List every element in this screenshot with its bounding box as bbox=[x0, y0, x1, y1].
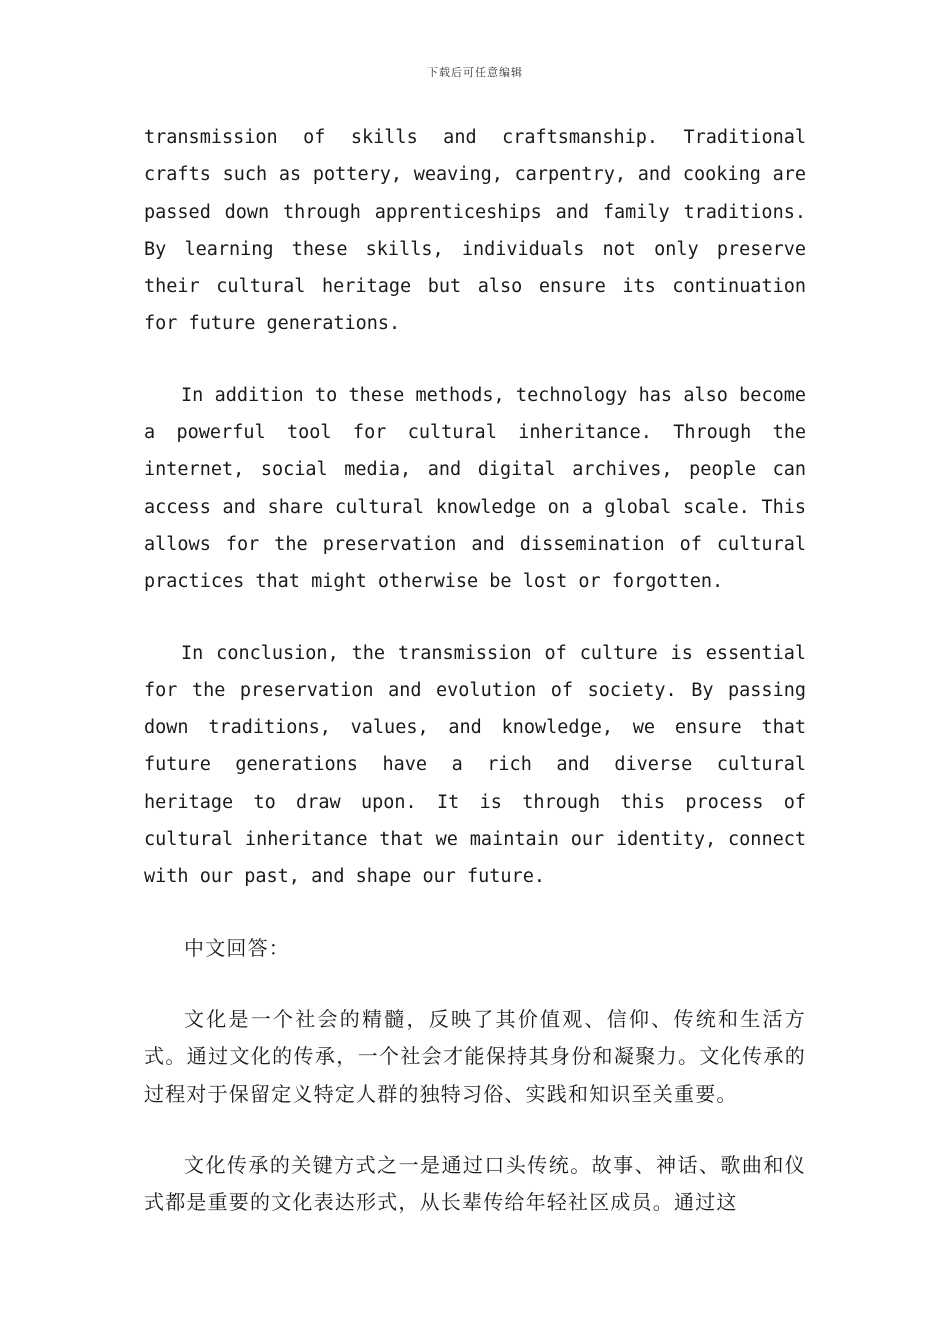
paragraph-chinese-culture: 文化是一个社会的精髓，反映了其价值观、信仰、传统和生活方式。通过文化的传承，一个社会才能保持其身份和凝聚力。文化传承的过程对于保留定义特定人群的独特习俗、实践和知识至关重要。 bbox=[144, 1006, 806, 1106]
paragraph-craftsmanship: transmission of skills and craftsmanship. Traditional crafts such as pottery, weaving, carpentry, and cooking are passed down through apprenticeships and family traditions. By learning these skills, individuals not only preserve their cultural heritage but also ensure its continuation for future generations. bbox=[144, 127, 806, 335]
page-header: 下载后可任意编辑 bbox=[427, 66, 523, 79]
document-body bbox=[144, 119, 806, 1255]
paragraph-technology: In addition to these methods, technology has also become a powerful tool for cultural inheritance. Through the internet, social media, and digital archives, people can access and share cultural knowledge on a global scale. This allows for the preservation and dissemination of cultural practices that might otherwise be lost or forgotten. bbox=[144, 384, 806, 593]
paragraph-conclusion: In conclusion, the transmission of culture is essential for the preservation and evolution of society. By passing down traditions, values, and knowledge, we ensure that future generations have a rich and diverse cultural heritage to draw upon. It is through this process of cultural inheritance that we maintain our identity, connect with our past, and shape our future. bbox=[144, 642, 806, 888]
paragraph-chinese-oral-tradition: 文化传承的关键方式之一是通过口头传统。故事、神话、歌曲和仪式都是重要的文化表达形式，从长辈传给年轻社区成员。通过这 bbox=[144, 1152, 806, 1215]
chinese-answer-heading: 中文回答： bbox=[184, 935, 290, 960]
